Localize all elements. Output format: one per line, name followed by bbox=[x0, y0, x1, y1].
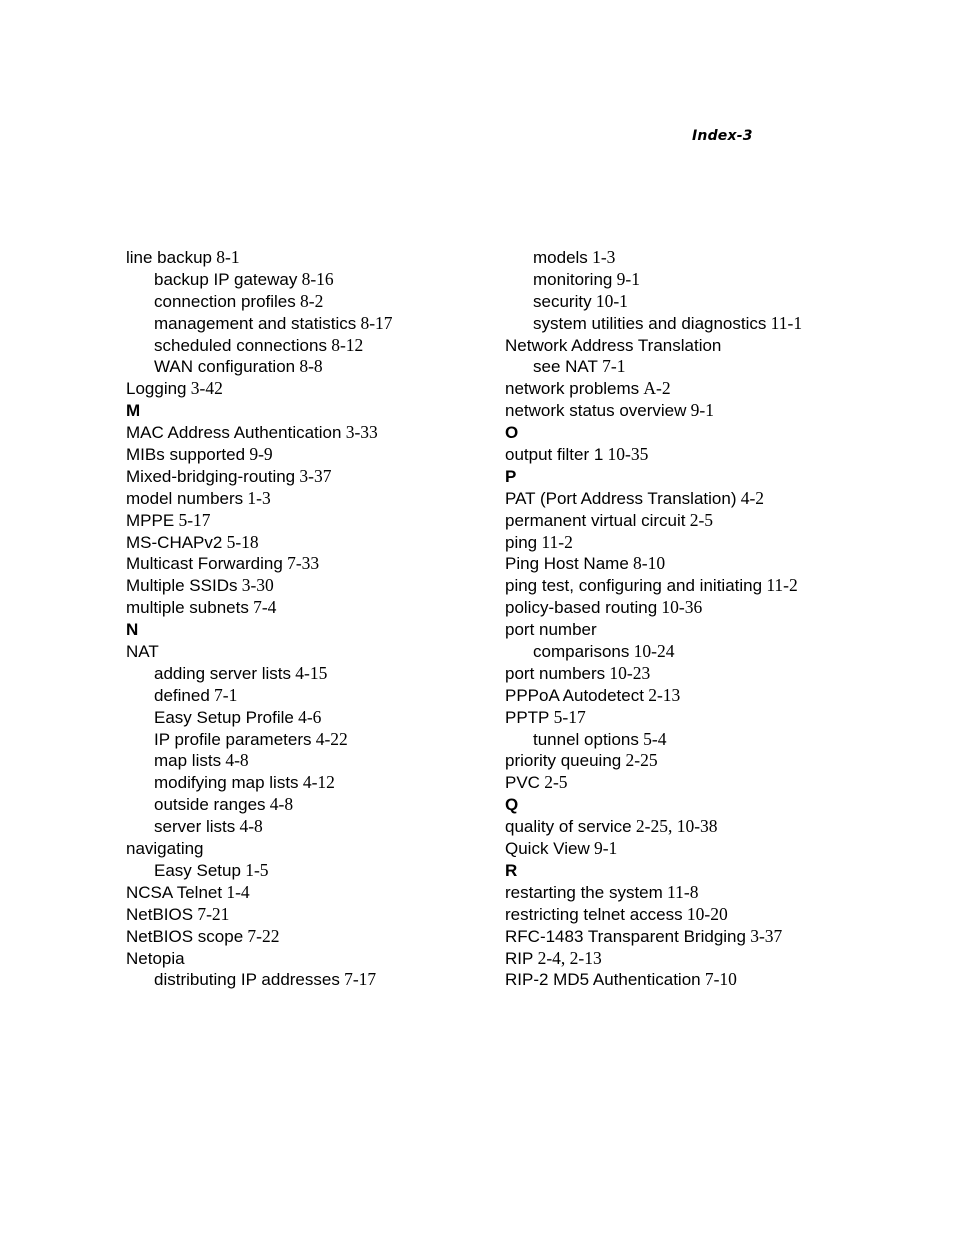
index-page-ref: 10-1 bbox=[595, 290, 628, 311]
index-page-ref: 4-15 bbox=[295, 662, 328, 683]
index-page-ref: 11-8 bbox=[667, 881, 699, 902]
index-entry bbox=[505, 904, 935, 926]
index-term: see NAT bbox=[533, 357, 598, 377]
index-page-ref: 3-42 bbox=[190, 378, 223, 399]
index-term: quality of service bbox=[505, 817, 632, 837]
index-page-ref: 4-2 bbox=[740, 487, 765, 508]
index-entry bbox=[505, 597, 935, 619]
index-subentry bbox=[505, 247, 935, 269]
index-page-ref: 4-8 bbox=[239, 816, 263, 837]
index-entry bbox=[505, 816, 935, 838]
index-page-ref: 2-5 bbox=[544, 772, 568, 793]
index-subentry bbox=[126, 729, 556, 751]
index-term: PVC bbox=[505, 773, 540, 793]
index-term: PPPoA Autodetect bbox=[505, 685, 644, 705]
index-page-ref: 8-16 bbox=[301, 268, 334, 289]
index-page-ref: 10-35 bbox=[607, 444, 649, 465]
index-term: ping test, configuring and initiating bbox=[505, 576, 763, 596]
index-letter-heading bbox=[505, 422, 935, 444]
index-page-ref: 8-1 bbox=[216, 247, 240, 267]
index-term: Easy Setup bbox=[154, 860, 241, 880]
index-entry bbox=[126, 466, 556, 488]
index-entry bbox=[505, 663, 935, 685]
index-term: Multiple SSIDs bbox=[126, 576, 238, 596]
index-page-ref: 4-12 bbox=[302, 772, 335, 793]
index-entry bbox=[505, 510, 935, 532]
letter-heading-text: O bbox=[505, 423, 519, 443]
index-subentry bbox=[126, 269, 556, 291]
index-page-ref: 5-17 bbox=[553, 706, 586, 727]
index-term: system utilities and diagnostics bbox=[533, 313, 767, 333]
index-entry bbox=[126, 948, 556, 970]
index-term: ping bbox=[505, 532, 538, 552]
index-page-ref: 7-1 bbox=[214, 684, 238, 705]
index-term: permanent virtual circuit bbox=[505, 510, 686, 530]
index-subentry bbox=[126, 860, 556, 882]
index-term: network problems bbox=[505, 379, 640, 399]
index-page-ref: 7-10 bbox=[704, 969, 737, 990]
index-page-ref: 2-25, 10-38 bbox=[635, 816, 718, 837]
index-entry bbox=[126, 553, 556, 575]
index-column-right bbox=[505, 247, 935, 991]
letter-heading-text: Q bbox=[505, 795, 519, 815]
index-subentry bbox=[126, 685, 556, 707]
index-term: backup IP gateway bbox=[154, 269, 298, 289]
index-term: port numbers bbox=[505, 663, 606, 683]
index-term: restricting telnet access bbox=[505, 904, 683, 924]
index-page-ref: 8-12 bbox=[331, 334, 364, 355]
index-term: multiple subnets bbox=[126, 598, 249, 618]
index-entry bbox=[126, 247, 556, 269]
index-term: IP profile parameters bbox=[154, 729, 312, 749]
index-page-ref: 7-33 bbox=[287, 553, 320, 574]
index-term: monitoring bbox=[533, 269, 613, 289]
index-term: navigating bbox=[126, 839, 204, 859]
index-page-ref: 9-1 bbox=[616, 268, 640, 289]
index-page-ref: 2-25 bbox=[625, 750, 658, 771]
index-term: network status overview bbox=[505, 401, 687, 421]
index-letter-heading bbox=[126, 619, 556, 641]
index-term: PAT (Port Address Translation) bbox=[505, 488, 737, 508]
index-term: policy-based routing bbox=[505, 598, 658, 618]
index-subentry bbox=[126, 816, 556, 838]
index-column-left bbox=[126, 247, 556, 991]
index-term: connection profiles bbox=[154, 291, 296, 311]
index-entry bbox=[505, 969, 935, 991]
index-entry bbox=[505, 575, 935, 597]
index-term: NetBIOS scope bbox=[126, 926, 244, 946]
index-subentry bbox=[126, 335, 556, 357]
index-subentry bbox=[505, 729, 935, 751]
index-term: defined bbox=[154, 685, 210, 705]
index-page-ref: 2-13 bbox=[648, 684, 681, 705]
index-page-ref: 8-8 bbox=[299, 356, 323, 377]
index-term: scheduled connections bbox=[154, 335, 327, 355]
index-page-ref: 2-5 bbox=[689, 509, 714, 530]
index-page-ref: 9-1 bbox=[690, 400, 714, 421]
index-term: RFC-1483 Transparent Bridging bbox=[505, 926, 746, 946]
index-entry bbox=[505, 685, 935, 707]
index-page-ref: 11-2 bbox=[766, 575, 798, 596]
index-page-ref: 9-9 bbox=[249, 444, 273, 465]
index-entry bbox=[505, 532, 935, 554]
index-term: MPPE bbox=[126, 510, 175, 530]
index-term: comparisons bbox=[533, 642, 630, 662]
index-subentry bbox=[505, 269, 935, 291]
index-term: MS-CHAPv2 bbox=[126, 532, 223, 552]
index-letter-heading bbox=[505, 860, 935, 882]
index-subentry bbox=[126, 291, 556, 313]
index-term: RIP bbox=[505, 948, 534, 968]
index-entry bbox=[126, 488, 556, 510]
index-entry bbox=[505, 772, 935, 794]
index-entry bbox=[505, 335, 935, 357]
index-page-ref: 4-8 bbox=[225, 750, 249, 771]
index-page-ref: 10-23 bbox=[609, 662, 651, 683]
index-term: port number bbox=[505, 620, 597, 640]
page-number-header: Index-3 bbox=[692, 128, 753, 144]
index-entry bbox=[505, 444, 935, 466]
index-entry bbox=[505, 750, 935, 772]
index-entry bbox=[126, 926, 556, 948]
index-page-ref: 7-4 bbox=[253, 597, 277, 618]
index-subentry bbox=[505, 641, 935, 663]
letter-heading-text: M bbox=[126, 401, 141, 421]
index-page-ref: 8-17 bbox=[360, 312, 393, 333]
index-term: outside ranges bbox=[154, 795, 266, 815]
index-term: WAN configuration bbox=[154, 357, 296, 377]
index-entry bbox=[126, 597, 556, 619]
index-entry bbox=[126, 510, 556, 532]
letter-heading-text: P bbox=[505, 466, 517, 486]
index-page-ref: 7-17 bbox=[344, 969, 377, 990]
index-page-ref: 4-22 bbox=[315, 728, 348, 749]
index-entry bbox=[505, 488, 935, 510]
index-subentry bbox=[126, 772, 556, 794]
index-term: management and statistics bbox=[154, 313, 357, 333]
index-page-ref: 1-3 bbox=[247, 487, 271, 508]
index-entry bbox=[126, 575, 556, 597]
index-page-ref: 2-4, 2-13 bbox=[537, 947, 602, 968]
index-subentry bbox=[126, 313, 556, 335]
index-entry bbox=[126, 444, 556, 466]
index-page-ref: 10-24 bbox=[633, 641, 675, 662]
index-page-ref: 7-22 bbox=[247, 925, 280, 946]
index-page-ref: 5-4 bbox=[643, 728, 667, 749]
index-term: Easy Setup Profile bbox=[154, 707, 294, 727]
letter-heading-text: N bbox=[126, 620, 139, 640]
index-entry bbox=[505, 926, 935, 948]
index-page-ref: 5-17 bbox=[178, 509, 211, 530]
index-page-ref: 1-3 bbox=[592, 247, 616, 267]
index-page-ref: 1-4 bbox=[226, 881, 250, 902]
index-term: NCSA Telnet bbox=[126, 882, 223, 902]
index-letter-heading bbox=[505, 794, 935, 816]
index-page-ref: A-2 bbox=[643, 378, 671, 399]
index-term: RIP-2 MD5 Authentication bbox=[505, 970, 701, 990]
index-term: Netopia bbox=[126, 948, 185, 968]
index-subentry bbox=[505, 291, 935, 313]
index-page-ref: 10-20 bbox=[686, 903, 728, 924]
index-entry bbox=[126, 532, 556, 554]
index-subentry bbox=[505, 313, 935, 335]
index-page-ref: 8-10 bbox=[633, 553, 666, 574]
index-page-ref: 5-18 bbox=[226, 531, 259, 552]
index-entry bbox=[505, 553, 935, 575]
index-letter-heading bbox=[505, 466, 935, 488]
index-term: distributing IP addresses bbox=[154, 970, 340, 990]
index-entry bbox=[505, 882, 935, 904]
index-term: NAT bbox=[126, 642, 159, 662]
index-page-ref: 4-8 bbox=[269, 794, 294, 815]
index-page-ref: 3-37 bbox=[750, 925, 783, 946]
index-subentry bbox=[126, 707, 556, 729]
index-term: Quick View bbox=[505, 839, 590, 859]
index-page-ref: 1-5 bbox=[245, 859, 269, 880]
index-term: PPTP bbox=[505, 707, 550, 727]
index-term: restarting the system bbox=[505, 882, 663, 902]
index-entry bbox=[505, 400, 935, 422]
index-subentry bbox=[126, 750, 556, 772]
index-page-ref: 8-2 bbox=[300, 290, 324, 311]
index-entry bbox=[505, 619, 935, 641]
index-page-ref: 7-1 bbox=[602, 356, 626, 377]
index-subentry bbox=[126, 663, 556, 685]
index-subentry bbox=[505, 356, 935, 378]
index-entry bbox=[126, 422, 556, 444]
index-entry bbox=[126, 378, 556, 400]
index-term: map lists bbox=[154, 751, 222, 771]
index-entry bbox=[505, 378, 935, 400]
index-term: adding server lists bbox=[154, 663, 292, 683]
index-page-ref: 3-33 bbox=[345, 422, 378, 443]
index-term: MAC Address Authentication bbox=[126, 423, 342, 443]
index-term: security bbox=[533, 291, 592, 311]
index-page-ref: 10-36 bbox=[661, 597, 703, 618]
index-subentry bbox=[126, 356, 556, 378]
index-page-ref: 11-2 bbox=[541, 531, 573, 552]
index-entry bbox=[126, 904, 556, 926]
index-page-ref: 11-1 bbox=[770, 312, 803, 333]
index-term: Ping Host Name bbox=[505, 554, 629, 574]
index-entry bbox=[126, 641, 556, 663]
index-page-ref: 4-6 bbox=[298, 706, 322, 727]
index-term: modifying map lists bbox=[154, 773, 299, 793]
index-page-ref: 3-37 bbox=[299, 465, 332, 486]
letter-heading-text: R bbox=[505, 860, 518, 880]
index-page-ref: 7-21 bbox=[197, 903, 230, 924]
index-term: model numbers bbox=[126, 488, 244, 508]
index-entry bbox=[505, 707, 935, 729]
index-term: line backup bbox=[126, 248, 213, 267]
index-term: models bbox=[533, 248, 588, 267]
index-term: server lists bbox=[154, 817, 236, 837]
index-entry bbox=[505, 838, 935, 860]
index-subentry bbox=[126, 969, 556, 991]
index-entry bbox=[505, 948, 935, 970]
index-page-ref: 9-1 bbox=[593, 838, 618, 859]
index-term: Mixed-bridging-routing bbox=[126, 466, 296, 486]
index-term: Multicast Forwarding bbox=[126, 554, 283, 574]
index-term: Logging bbox=[126, 379, 187, 399]
index-term: Network Address Translation bbox=[505, 335, 722, 355]
index-entry bbox=[126, 882, 556, 904]
index-term: NetBIOS bbox=[126, 904, 194, 924]
index-term: priority queuing bbox=[505, 751, 622, 771]
index-term: output filter 1 bbox=[505, 445, 604, 465]
index-subentry bbox=[126, 794, 556, 816]
index-page-ref: 3-30 bbox=[241, 575, 274, 596]
index-term: tunnel options bbox=[533, 729, 639, 749]
index-term: MIBs supported bbox=[126, 445, 246, 465]
index-entry bbox=[126, 838, 556, 860]
index-letter-heading bbox=[126, 400, 556, 422]
